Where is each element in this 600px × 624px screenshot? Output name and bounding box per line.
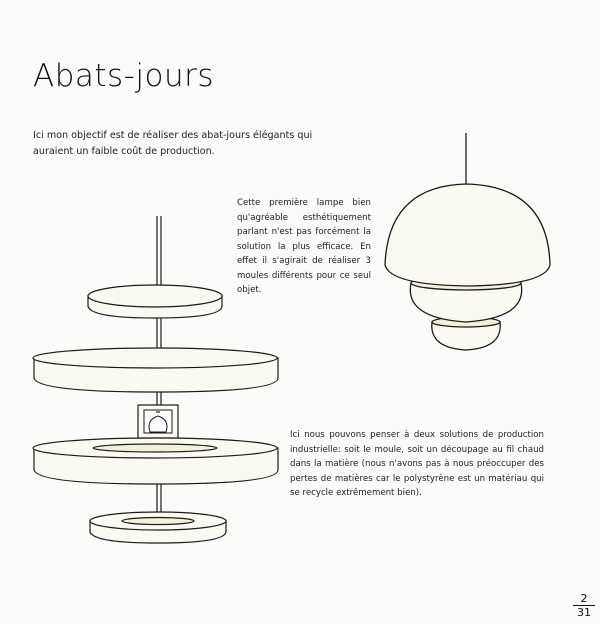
page-number-current: 2 — [580, 592, 588, 605]
disc-shade-1 — [88, 285, 222, 318]
bulb-holder — [138, 405, 178, 438]
page-number — [573, 593, 595, 618]
note-first-lamp: Cette première lampe bien qu'agréable esthétiquement parlant n'est pas forcément la solution la plus efficace. En effet il s'agirait de réaliser 3 moules différents pour ce seul objet. — [237, 198, 371, 295]
dome-shade-large — [385, 184, 550, 286]
dome-lamp-illustration — [385, 133, 550, 350]
disc-shade-4 — [90, 512, 226, 543]
page-number-total: 31 — [573, 605, 595, 618]
page-title: Abats-jours — [33, 58, 214, 94]
intro-text: Ici mon objectif est de réaliser des abat-jours élégants qui auraient un faible coût de production. — [33, 130, 313, 157]
disc-shade-2 — [33, 348, 278, 392]
disc-shade-3 — [33, 438, 278, 484]
note-production: Ici nous pouvons penser à deux solutions de production industrielle: soit le moule, soit un découpage au fil chaud dans la matière (nous n'avons pas à nous préoccuper des pertes de matières car le polystyrène est un matériau qui se recycle extrêmement bien). — [290, 430, 544, 498]
disc-lamp-illustration — [33, 216, 278, 543]
